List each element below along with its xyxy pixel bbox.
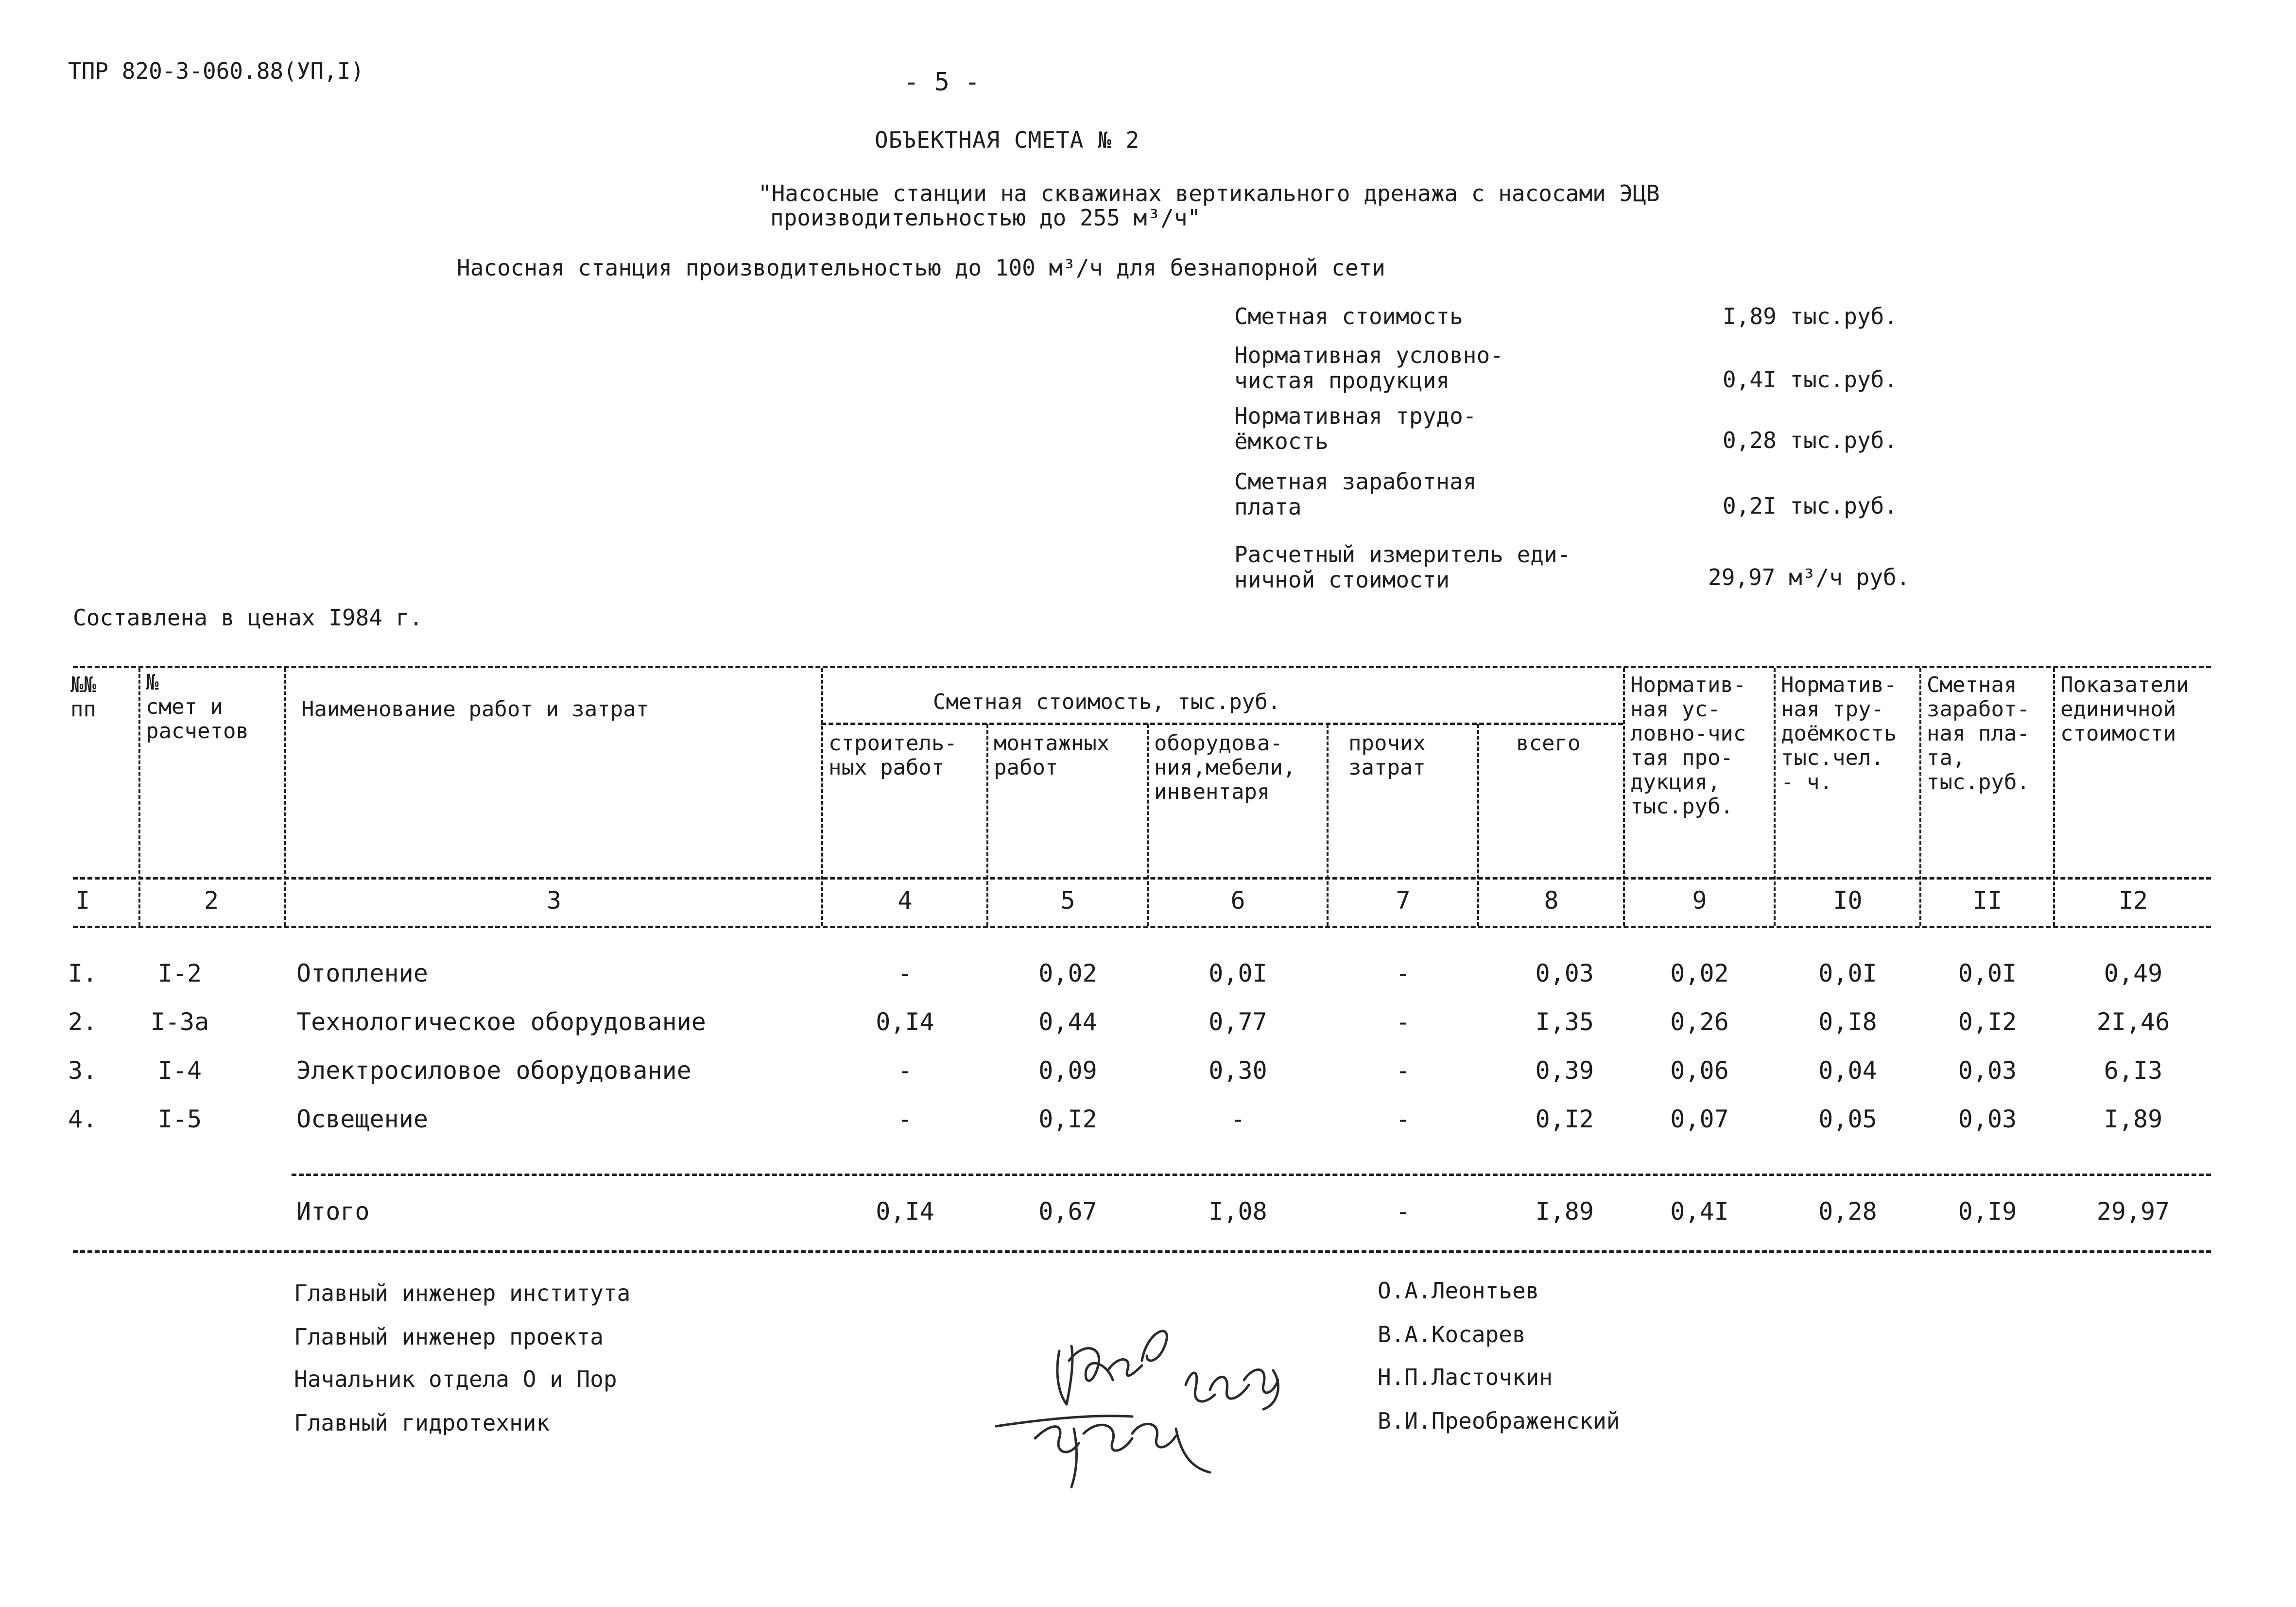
column-separator <box>1477 724 1479 926</box>
column-separator <box>138 668 140 926</box>
station-title: Насосная станция производительностью до 100 м³/ч для безнапорной сети <box>457 255 1385 281</box>
signatory-name: О.А.Леонтьев <box>1378 1278 1539 1304</box>
column-number: I <box>75 886 90 915</box>
column-separator <box>1327 724 1329 926</box>
signatory-role: Главный инженер института <box>294 1280 631 1306</box>
table-cell: 0,I2 <box>1038 1105 1097 1133</box>
table-cell: I,08 <box>1208 1197 1267 1226</box>
table-cell: 0,I8 <box>1818 1008 1877 1036</box>
column-number: 5 <box>1060 886 1075 915</box>
table-cell: I-3а <box>150 1008 209 1036</box>
summary-value: I,89 тыс.руб. <box>1723 303 1898 329</box>
table-cell: 0,03 <box>1958 1105 2017 1133</box>
table-cell: - <box>1396 959 1411 987</box>
column-separator <box>1919 668 1921 926</box>
table-cell: Электросиловое оборудование <box>296 1056 691 1085</box>
table-cell: 0,28 <box>1818 1197 1877 1226</box>
table-cell: - <box>1396 1008 1411 1036</box>
table-top-rule <box>73 666 2211 668</box>
table-cell: 0,I4 <box>876 1197 934 1226</box>
column-number: I2 <box>2118 886 2148 915</box>
table-cell: I,89 <box>1535 1197 1594 1226</box>
page-number: - 5 - <box>904 68 980 97</box>
table-cell: Отопление <box>296 959 428 987</box>
table-cell: 0,39 <box>1535 1056 1594 1085</box>
page-title: ОБЪЕКТНАЯ СМЕТА № 2 <box>875 127 1140 153</box>
subtitle-line-2: производительностью до 255 м³/ч" <box>770 205 1201 231</box>
table-cell: I-2 <box>157 959 202 987</box>
table-header-cell: Показатели единичной стоимости <box>2060 673 2189 746</box>
table-cell: 0,I2 <box>1958 1008 2017 1036</box>
signatory-role: Главный инженер проекта <box>294 1324 604 1350</box>
table-header-cell: строитель- ных работ <box>829 731 957 780</box>
table-cell: - <box>1230 1105 1245 1133</box>
column-separator <box>284 668 286 926</box>
table-header-cell: прочих затрат <box>1348 731 1426 780</box>
signatory-role: Главный гидротехник <box>294 1410 550 1436</box>
signatory-name: Н.П.Ласточкин <box>1378 1364 1553 1390</box>
table-cell: 0,0I <box>1208 959 1267 987</box>
column-number: 2 <box>204 886 219 915</box>
summary-label: Сметная заработная плата <box>1234 468 1477 520</box>
table-header-cell: Норматив- ная тру- доёмкость тыс.чел. - ч. <box>1781 673 1897 795</box>
table-header-group: Сметная стоимость, тыс.руб. <box>933 690 1281 714</box>
table-cell: I. <box>68 959 98 987</box>
table-cell: 0,02 <box>1038 959 1097 987</box>
column-number: II <box>1972 886 2003 915</box>
table-cell: 0,I4 <box>876 1008 934 1036</box>
table-cell: I-4 <box>157 1056 202 1085</box>
doc-code: ТПР 820-3-060.88(УП,I) <box>68 58 364 84</box>
subtitle-line-1: "Насосные станции на скважинах вертикального дренажа с насосами ЭЦВ <box>758 180 1660 207</box>
table-cell: 0,03 <box>1535 959 1594 987</box>
table-cell: 0,06 <box>1670 1056 1729 1085</box>
column-separator <box>986 724 988 926</box>
prices-note: Составлена в ценах I984 г. <box>73 605 423 631</box>
handwritten-signatures <box>986 1312 1327 1497</box>
table-cell: Технологическое оборудование <box>296 1008 706 1036</box>
column-number: 6 <box>1230 886 1245 915</box>
summary-label: Сметная стоимость <box>1234 303 1463 329</box>
table-cell: - <box>898 1056 913 1085</box>
table-cell: 0,30 <box>1208 1056 1267 1085</box>
table-cell: 0,67 <box>1038 1197 1097 1226</box>
summary-label: Нормативная условно- чистая продукция <box>1234 342 1503 394</box>
signatory-name: В.И.Преображенский <box>1378 1408 1620 1434</box>
column-number: I0 <box>1833 886 1863 915</box>
table-header-cell: всего <box>1516 731 1581 756</box>
table-cell: 0,44 <box>1038 1008 1097 1036</box>
column-separator <box>2053 668 2055 926</box>
group-header-rule <box>821 723 1623 725</box>
table-header-cell: оборудова- ния,мебели, инвентаря <box>1154 731 1296 804</box>
table-cell: 0,03 <box>1958 1056 2017 1085</box>
table-cell: - <box>898 1105 913 1133</box>
summary-value: 0,28 тыс.руб. <box>1723 427 1898 453</box>
table-header-cell: Сметная заработ- ная пла- та, тыс.руб. <box>1927 673 2030 795</box>
table-cell: 0,09 <box>1038 1056 1097 1085</box>
table-cell: - <box>898 959 913 987</box>
summary-value: 0,4I тыс.руб. <box>1723 366 1898 393</box>
table-cell: - <box>1396 1105 1411 1133</box>
table-cell: 2I,46 <box>2096 1008 2170 1036</box>
signatory-role: Начальник отдела О и Пор <box>294 1366 617 1392</box>
column-separator <box>1147 724 1149 926</box>
table-cell: 0,I9 <box>1958 1197 2017 1226</box>
table-cell: 0,26 <box>1670 1008 1729 1036</box>
summary-label: Расчетный измеритель еди- ничной стоимости <box>1234 541 1571 593</box>
column-number: 3 <box>546 886 562 915</box>
table-cell: 3. <box>68 1056 98 1085</box>
table-cell: 0,0I <box>1958 959 2017 987</box>
signatory-name: В.А.Косарев <box>1378 1321 1526 1348</box>
table-cell: 2. <box>68 1008 98 1036</box>
table-cell: I-5 <box>157 1105 202 1133</box>
table-cell: 0,4I <box>1670 1197 1729 1226</box>
table-cell: 29,97 <box>2096 1197 2170 1226</box>
table-bottom-rule <box>73 1250 2211 1253</box>
column-number: 9 <box>1692 886 1707 915</box>
table-cell: 0,I2 <box>1535 1105 1594 1133</box>
table-cell: 6,I3 <box>2104 1056 2163 1085</box>
table-cell: 0,0I <box>1818 959 1877 987</box>
table-cell: 0,77 <box>1208 1008 1267 1036</box>
column-separator <box>1623 668 1625 926</box>
table-header-cell: № смет и расчетов <box>146 670 249 743</box>
table-cell: I,89 <box>2104 1105 2163 1133</box>
summary-label: Нормативная трудо- ёмкость <box>1234 403 1477 454</box>
table-header-cell: монтажных работ <box>994 731 1110 780</box>
table-cell: 0,05 <box>1818 1105 1877 1133</box>
column-numbers-top-rule <box>73 877 2211 880</box>
table-cell: - <box>1396 1056 1411 1085</box>
column-numbers-bottom-rule <box>73 926 2211 928</box>
total-top-rule <box>292 1174 2211 1176</box>
table-header-cell: Норматив- ная ус- ловно-чис тая про- дукция, тыс.руб. <box>1630 673 1746 819</box>
table-cell: I,35 <box>1535 1008 1594 1036</box>
table-cell: 4. <box>68 1105 98 1133</box>
table-cell: 0,49 <box>2104 959 2163 987</box>
column-number: 4 <box>898 886 913 915</box>
column-separator <box>821 668 823 926</box>
table-cell: 0,02 <box>1670 959 1729 987</box>
summary-value: 29,97 м³/ч руб. <box>1708 564 1910 590</box>
table-header-cell: №№ пп <box>70 673 96 722</box>
table-header-cell: Наименование работ и затрат <box>301 697 649 722</box>
column-separator <box>1774 668 1776 926</box>
table-cell: Итого <box>296 1197 370 1226</box>
summary-value: 0,2I тыс.руб. <box>1723 493 1898 519</box>
table-cell: 0,07 <box>1670 1105 1729 1133</box>
table-cell: 0,04 <box>1818 1056 1877 1085</box>
table-cell: - <box>1396 1197 1411 1226</box>
column-number: 8 <box>1544 886 1559 915</box>
column-number: 7 <box>1396 886 1411 915</box>
table-cell: Освещение <box>296 1105 428 1133</box>
